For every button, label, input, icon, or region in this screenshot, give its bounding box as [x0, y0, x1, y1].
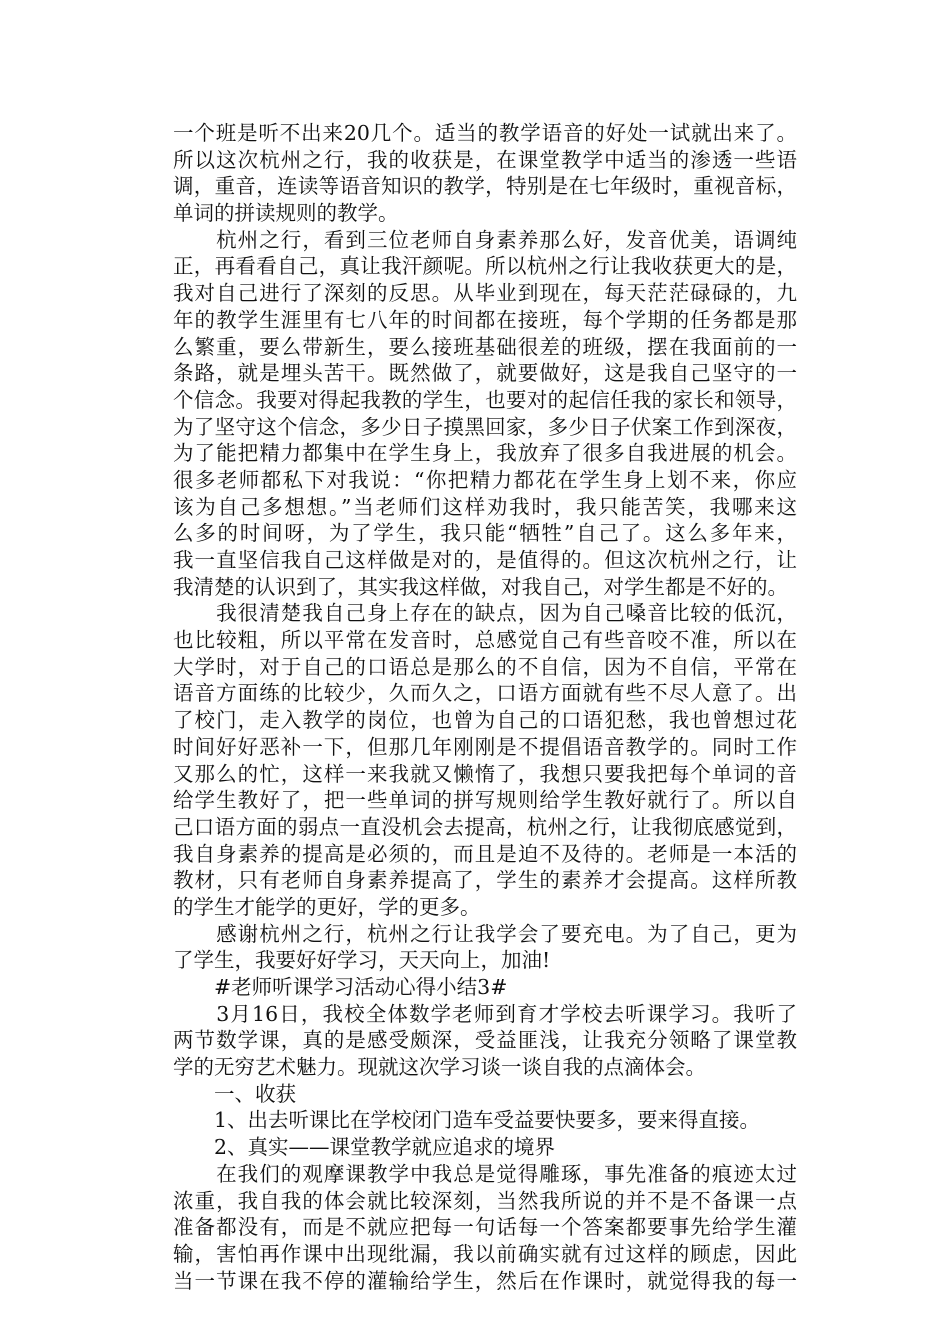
- text-line: 2、真实——课堂教学就应追求的境界: [173, 1135, 556, 1160]
- text-line: 年的教学生涯里有七八年的时间都在接班，每个学期的任务都是那: [173, 307, 797, 332]
- text-line: 为了能把精力都集中在学生身上，我放弃了很多自我进展的机会。: [173, 441, 797, 466]
- text-line: 浓重，我自我的体会就比较深刻，当然我所说的并不是不备课一点: [173, 1188, 797, 1213]
- text-line: 我对自己进行了深刻的反思。从毕业到现在，每天茫茫碌碌的，九: [173, 281, 797, 306]
- text-line: 了校门，走入教学的岗位，也曾为自己的口语犯愁，我也曾想过花: [173, 708, 797, 733]
- text-line: 1、出去听课比在学校闭门造车受益要快要多，要来得直接。: [173, 1108, 761, 1133]
- text-line: 调，重音，连读等语音知识的教学，特别是在七年级时，重视音标，: [173, 174, 797, 199]
- text-line: 语音方面练的比较少，久而久之，口语方面就有些不尽人意了。出: [173, 681, 797, 706]
- text-line: 也比较粗，所以平常在发音时，总感觉自己有些音咬不准，所以在: [173, 628, 797, 653]
- text-line: 己口语方面的弱点一直没机会去提高，杭州之行，让我彻底感觉到，: [173, 814, 797, 839]
- text-line: 学的无穷艺术魅力。现就这次学习谈一谈自我的点滴体会。: [173, 1055, 706, 1080]
- text-line: 我清楚的认识到了，其实我这样做，对我自己，对学生都是不好的。: [173, 574, 788, 599]
- text-line: 所以这次杭州之行，我的收获是，在课堂教学中适当的渗透一些语: [173, 147, 797, 172]
- body-text: [173, 120, 797, 1294]
- text-line: 准备都没有，而是不就应把每一句话每一个答案都要事先给学生灌: [173, 1215, 797, 1240]
- text-line: 大学时，对于自己的口语总是那么的不自信，因为不自信，平常在: [173, 654, 797, 679]
- text-line: 在我们的观摩课教学中我总是觉得雕琢，事先准备的痕迹太过: [173, 1161, 797, 1186]
- text-line: 又那么的忙，这样一来我就又懒惰了，我想只要我把每个单词的音: [173, 761, 797, 786]
- text-line: 时间好好恶补一下，但那几年刚刚是不提倡语音教学的。同时工作: [173, 734, 797, 759]
- text-line: 一个班是听不出来20几个。适当的教学语音的好处一试就出来了。: [173, 121, 797, 145]
- text-line: 3月16日，我校全体数学老师到育才学校去听课学习。我听了: [173, 1001, 797, 1026]
- text-line: 很多老师都私下对我说：“你把精力都花在学生身上划不来，你应: [173, 467, 797, 492]
- text-line: 该为自己多想想。”当老师们这样劝我时，我只能苦笑，我哪来这: [173, 494, 797, 519]
- text-line: 正，再看看自己，真让我汗颜呢。所以杭州之行让我收获更大的是，: [173, 254, 797, 279]
- text-line: #老师听课学习活动心得小结3#: [173, 975, 508, 999]
- text-line: 输，害怕再作课中出现纰漏，我以前确实就有过这样的顾虑，因此: [173, 1241, 797, 1266]
- text-line: 感谢杭州之行，杭州之行让我学会了要充电。为了自己，更为: [173, 921, 797, 946]
- text-line: 个信念。我要对得起我教的学生，也要对的起信任我的家长和领导，: [173, 387, 797, 412]
- text-line: 了学生，我要好好学习，天天向上，加油!: [173, 948, 551, 973]
- text-line: 的学生才能学的更好，学的更多。: [173, 894, 481, 919]
- text-line: 为了坚守这个信念，多少日子摸黑回家，多少日子伏案工作到深夜，: [173, 414, 797, 439]
- text-line: 我很清楚我自己身上存在的缺点，因为自己嗓音比较的低沉，: [173, 601, 797, 626]
- text-line: 我一直坚信我自己这样做是对的，是值得的。但这次杭州之行，让: [173, 548, 797, 572]
- text-line: 么繁重，要么带新生，要么接班基础很差的班级，摆在我面前的一: [173, 334, 797, 359]
- text-line: 教材，只有老师自身素养提高了，学生的素养才会提高。这样所教: [173, 868, 797, 893]
- text-line: 当一节课在我不停的灌输给学生，然后在作课时，就觉得我的每一: [173, 1268, 797, 1293]
- text-line: 我自身素养的提高是必须的，而且是迫不及待的。老师是一本活的: [173, 841, 797, 866]
- text-line: 给学生教好了，把一些单词的拼写规则给学生教好就行了。所以自: [173, 788, 797, 813]
- text-line: 么多的时间呀，为了学生，我只能“牺牲”自己了。这么多年来，: [173, 521, 797, 546]
- text-line: 杭州之行，看到三位老师自身素养那么好，发音优美，语调纯: [173, 227, 797, 252]
- text-line: 一、收获: [173, 1081, 296, 1106]
- text-line: 两节数学课，真的是感受颇深，受益匪浅，让我充分领略了课堂教: [173, 1028, 797, 1053]
- text-line: 单词的拼读规则的教学。: [173, 201, 399, 226]
- text-line: 条路，就是埋头苦干。既然做了，就要做好，这是我自己坚守的一: [173, 361, 797, 386]
